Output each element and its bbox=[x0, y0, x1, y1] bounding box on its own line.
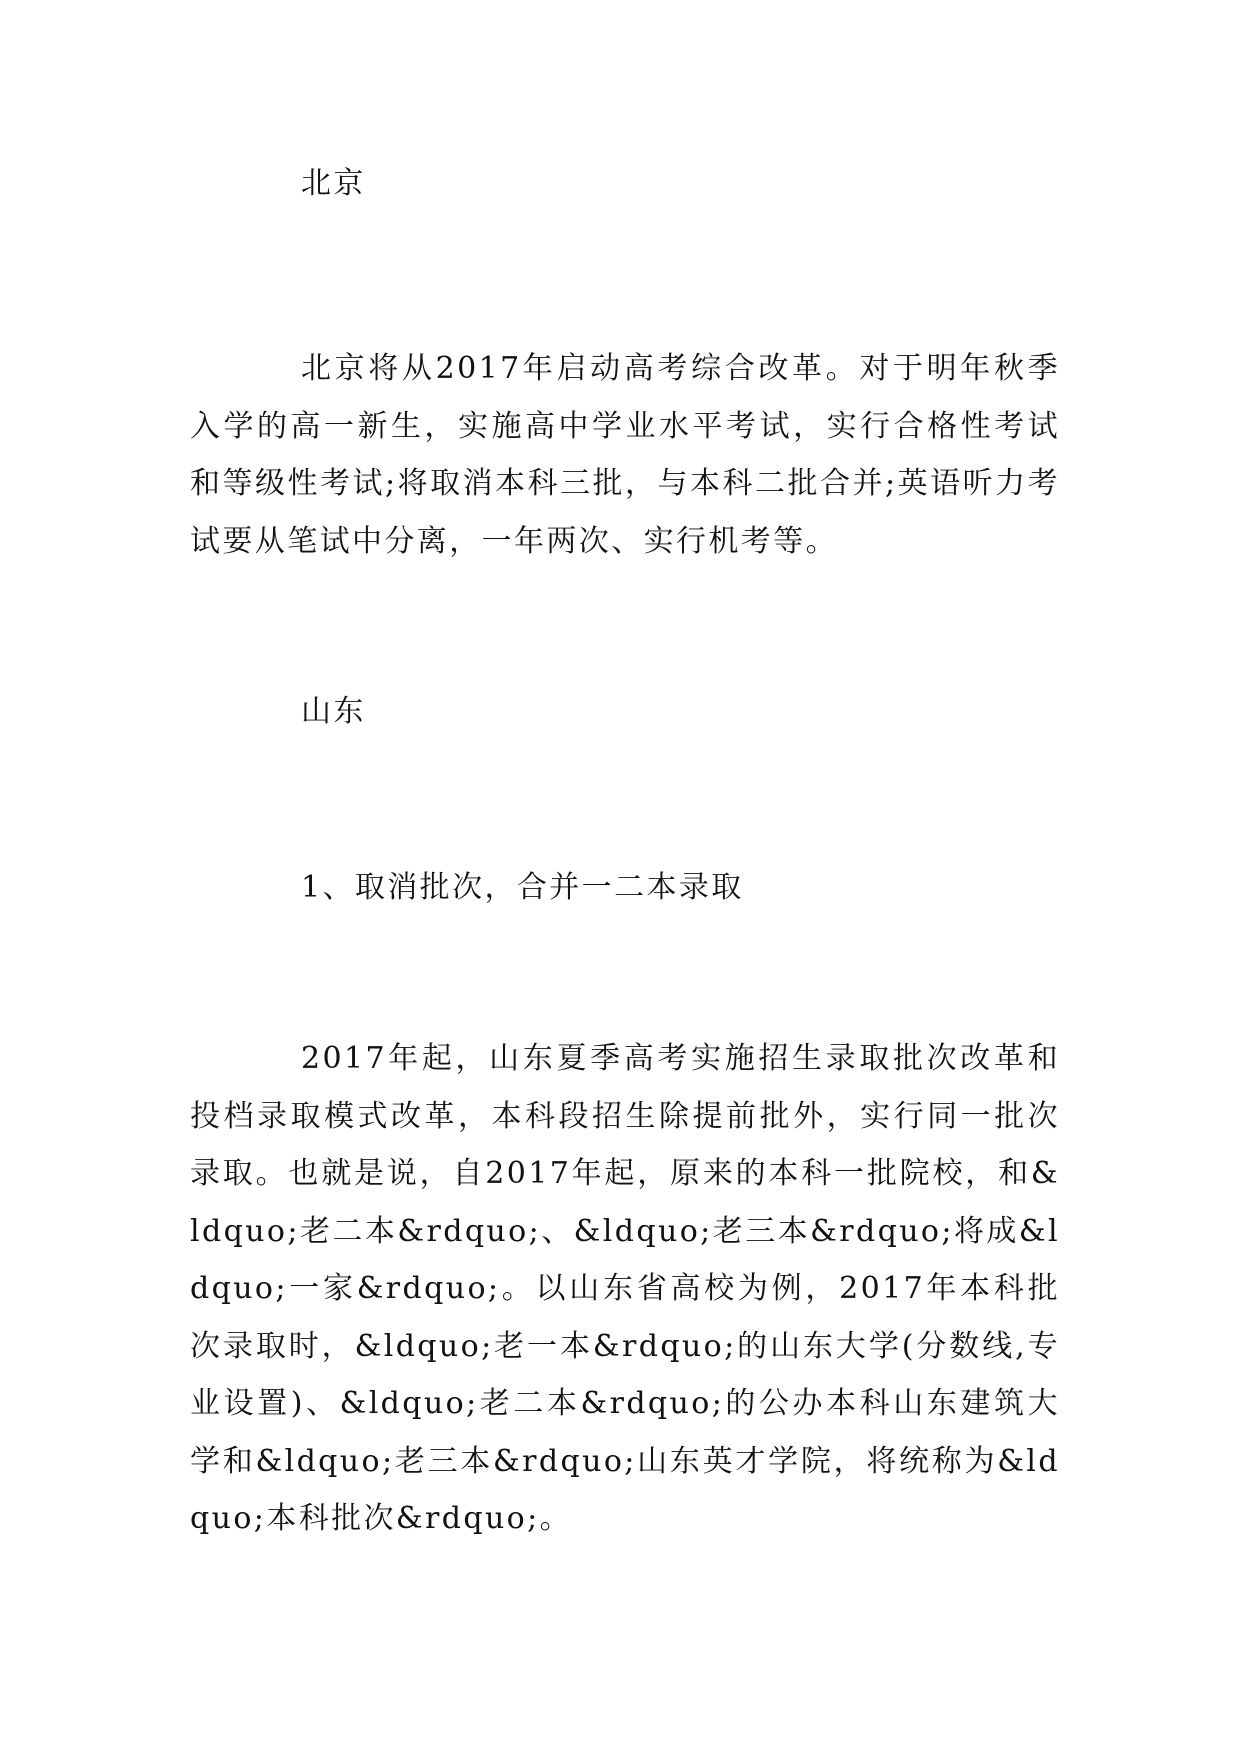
subheading-item-1: 1、取消批次，合并一二本录取 bbox=[301, 870, 744, 905]
section-heading-beijing: 北京 bbox=[301, 166, 366, 201]
paragraph-beijing: 北京将从2017年启动高考综合改革。对于明年秋季入学的高一新生，实施高中学业水平考试，实行合格性考试和等级性考试;将取消本科三批，与本科二批合并;英语听力考试要从笔试中分离，一年两次、实行机考等。 bbox=[190, 351, 1060, 559]
section-heading-shandong: 山东 bbox=[301, 694, 366, 729]
paragraph-shandong: 2017年起，山东夏季高考实施招生录取批次改革和投档录取模式改革，本科段招生除提前批外，实行同一批次录取。也就是说，自2017年起，原来的本科一批院校，和&ldquo;老二本&rdquo;、&ldquo;老三本&rdquo;将成&ldquo;一家&rdquo;。以山东省高校为例，2017年本科批次录取时，&ldquo;老一本&rdquo;的山东大学(分数线,专业设置)、&ldquo;老二本&rdquo;的公办本科山东建筑大学和&ldquo;老三本&rdquo;山东英才学院，将统称为&ldquo;本科批次&rdquo;。 bbox=[190, 1041, 1060, 1536]
